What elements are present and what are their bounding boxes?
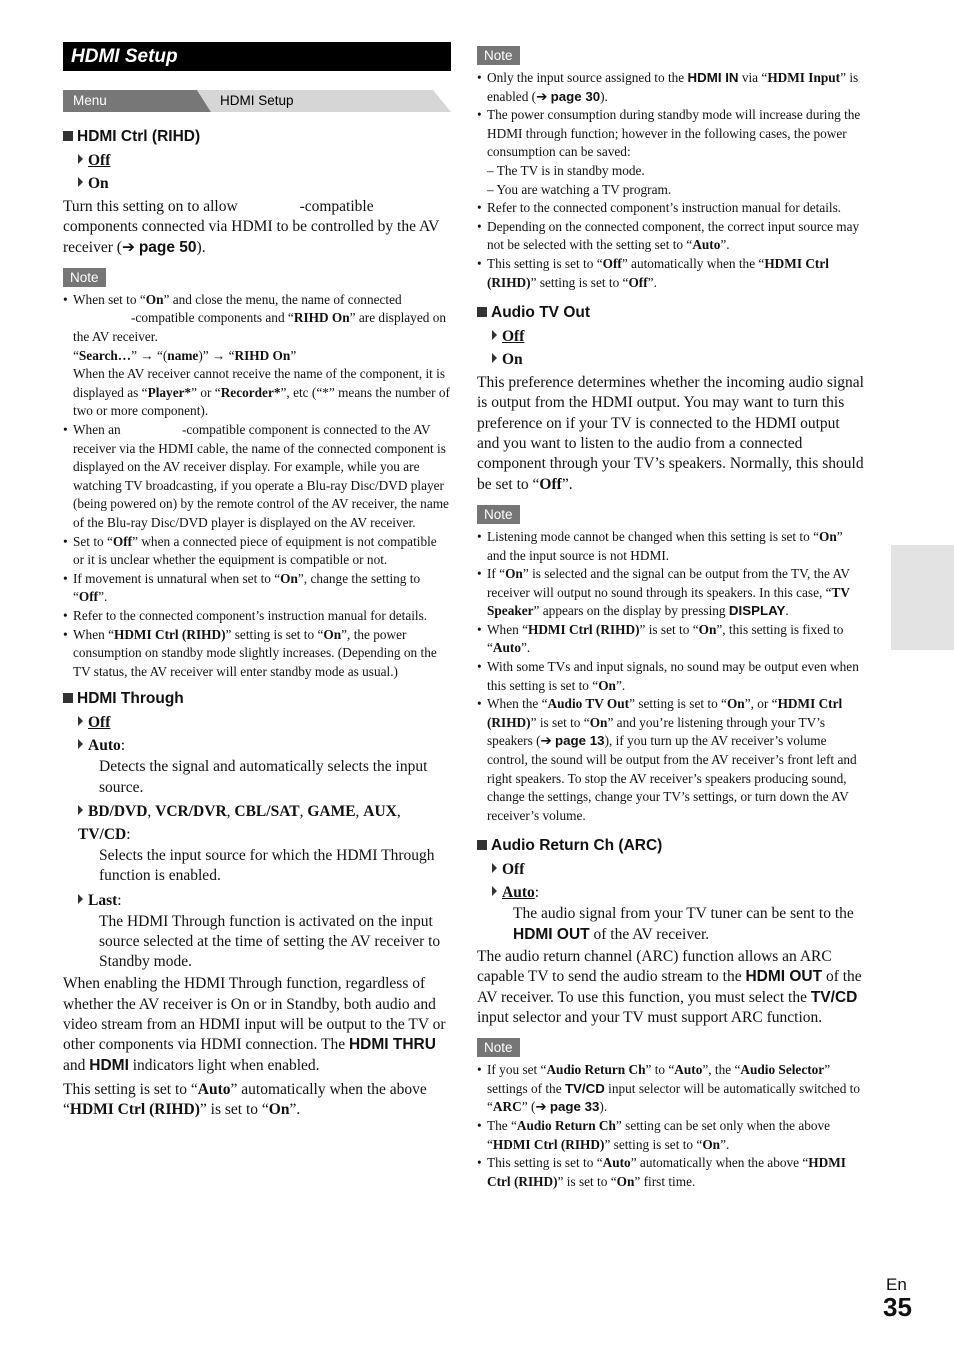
- list-item: • This setting is set to “Auto” automatically when the above “HDMI Ctrl (RIHD)” is set to “On” first time.: [477, 1154, 865, 1191]
- square-bullet-icon: [477, 307, 487, 317]
- list-item: • If movement is unnatural when set to “On”, change the setting to “Off”.: [63, 570, 451, 607]
- arc-paragraph: The audio return channel (ARC) function allows an ARC capable TV to send the audio stream to the HDMI OUT of the AV receiver. To use this function, you must select the TV/CD input selector and your TV must support ARC function.: [477, 948, 862, 1026]
- list-item: • If “On” is selected and the signal can be output from the TV, the AV receiver will output no sound through its speakers. In this case, “TV Speaker” appears on the display by pressing DISPLAY.: [477, 565, 865, 621]
- right-column: [477, 40, 865, 1191]
- option-on: On: [492, 348, 865, 371]
- option-inputs-description: Selects the input source for which the HDMI Through function is enabled.: [99, 846, 435, 885]
- option-off: Off: [492, 325, 865, 348]
- note-label: Note: [477, 1038, 520, 1057]
- section-title: HDMI Setup: [63, 42, 451, 71]
- triangle-bullet-icon: [78, 177, 83, 187]
- list-item: • When set to “On” and close the menu, the name of connected -compatible components and “RIHD On” are displayed on the AV receiver. “Search…” → “(name)” → “RIHD On” When the AV receiver cannot receive the name of the component, it is displayed as “Player*” or “Recorder*”, etc (“*” means the number of two or more component).: [63, 291, 451, 421]
- arrow-icon: ➔: [121, 238, 135, 256]
- heading-audio-tv-out: Audio TV Out: [477, 303, 865, 323]
- list-item: • When an -compatible component is connected to the AV receiver via the HDMI cable, the name of the connected component is displayed on the AV receiver display. For example, while you are watching TV broadcasting, if you operate a Blu-ray Disc/DVD player (being powered on) by the remote control of the AV receiver, the name of the Blu-ray Disc/DVD player is displayed on the AV receiver.: [63, 421, 451, 533]
- triangle-bullet-icon: [78, 894, 83, 904]
- square-bullet-icon: [63, 693, 73, 703]
- audio-tv-out-description: This preference determines whether the incoming audio signal is output from the HDMI output. You may want to turn this preference on if your TV is connected to the HDMI output and you want to listen to the audio from a connected component through your TV’s speakers. Normally, this should be set to “Off”.: [477, 374, 864, 493]
- option-inputs: BD/DVD, VCR/DVR, CBL/SAT, GAME, AUX, TV/CD:: [78, 802, 401, 843]
- list-item: • This setting is set to “Off” automatically when the “HDMI Ctrl (RIHD)” setting is set to “Off”.: [477, 255, 865, 292]
- note-label: Note: [477, 46, 520, 65]
- hdmi-ctrl-notes: [63, 291, 451, 681]
- square-bullet-icon: [477, 840, 487, 850]
- option-off: Off: [78, 149, 451, 172]
- triangle-bullet-icon: [492, 330, 497, 340]
- option-on: On: [78, 172, 451, 195]
- heading-hdmi-ctrl: HDMI Ctrl (RIHD): [63, 127, 451, 147]
- square-bullet-icon: [63, 131, 73, 141]
- page-language: En: [886, 1275, 907, 1294]
- option-auto-description: Detects the signal and automatically selects the input source.: [99, 758, 428, 796]
- hdmi-through-paragraph: When enabling the HDMI Through function, regardless of whether the AV receiver is On or in Standby, both audio and video stream from an HDMI input will be output to the TV or other components via HDMI connection. The HDMI THRU and HDMI indicators light when enabled.: [63, 975, 446, 1074]
- menu-label: Menu: [73, 93, 107, 108]
- option-auto: Auto:: [78, 734, 451, 757]
- hdmi-ctrl-description: Turn this setting on to allow -compatible components connected via HDMI to be controlled by the AV receiver (➔ page 50).: [63, 198, 440, 256]
- list-item: • Refer to the connected component’s instruction manual for details.: [63, 607, 451, 626]
- option-last-description: The HDMI Through function is activated on the input source selected at the time of setting the AV receiver to Standby mode.: [99, 912, 441, 971]
- list-item: • Listening mode cannot be changed when this setting is set to “On” and the input source is not HDMI.: [477, 528, 865, 565]
- hdmi-through-auto-paragraph: This setting is set to “Auto” automatically when the above “HDMI Ctrl (RIHD)” is set to “On”.: [63, 1080, 427, 1119]
- arrow-icon: ➔: [540, 733, 552, 749]
- audio-tv-out-notes: [477, 528, 865, 826]
- list-item: • When “HDMI Ctrl (RIHD)” setting is set to “On”, the power consumption on standby mode slightly increases. (Depending on the TV status, the AV receiver will enter standby mode as usual.): [63, 626, 451, 682]
- arrow-icon: ➔: [536, 88, 548, 104]
- menu-breadcrumb: [63, 90, 451, 112]
- triangle-bullet-icon: [78, 805, 83, 815]
- triangle-bullet-icon: [78, 739, 83, 749]
- list-item: • When “HDMI Ctrl (RIHD)” is set to “On”, this setting is fixed to “Auto”.: [477, 621, 865, 658]
- list-item: • Depending on the connected component, the correct input source may not be selected with the setting set to “Auto”.: [477, 218, 865, 255]
- option-off: Off: [78, 711, 451, 734]
- list-item: • With some TVs and input signals, no sound may be output even when this setting is set to “On”.: [477, 658, 865, 695]
- list-item: • The power consumption during standby mode will increase during the HDMI through function; however in the following cases, the power consumption can be saved: – The TV is in standby mode. – You are watching a TV program.: [477, 106, 865, 199]
- list-item: • The “Audio Return Ch” setting can be set only when the above “HDMI Ctrl (RIHD)” setting is set to “On”.: [477, 1117, 865, 1154]
- list-item: • If you set “Audio Return Ch” to “Auto”, the “Audio Selector” settings of the TV/CD input selector will be automatically switched to “ARC” (➔ page 33).: [477, 1061, 865, 1117]
- list-item: • Only the input source assigned to the HDMI IN via “HDMI Input” is enabled (➔ page 30).: [477, 69, 865, 106]
- left-column: [63, 42, 451, 1125]
- note-label: Note: [477, 505, 520, 524]
- heading-hdmi-through: HDMI Through: [63, 689, 451, 709]
- triangle-bullet-icon: [492, 353, 497, 363]
- option-auto: Auto:: [492, 881, 865, 904]
- triangle-bullet-icon: [492, 863, 497, 873]
- heading-audio-return-ch: Audio Return Ch (ARC): [477, 836, 865, 856]
- menu-item-label: HDMI Setup: [220, 93, 294, 108]
- triangle-bullet-icon: [78, 154, 83, 164]
- page-number: 35: [883, 1292, 912, 1322]
- arc-notes: [477, 1061, 865, 1191]
- triangle-bullet-icon: [78, 716, 83, 726]
- chapter-tab: [891, 545, 954, 650]
- option-off: Off: [492, 858, 865, 881]
- arrow-icon: ➔: [535, 1099, 547, 1115]
- option-last: Last:: [78, 889, 451, 912]
- list-item: • When the “Audio TV Out” setting is set to “On”, or “HDMI Ctrl (RIHD)” is set to “On” and you’re listening through your TV’s speakers (➔ page 13), if you turn up the AV receiver’s volume control, the sound will be output from the AV receiver’s front left and right speakers. To stop the AV receiver’s speakers producing sound, change the settings, change your TV’s settings, or turn down the AV receiver’s volume.: [477, 695, 865, 825]
- triangle-bullet-icon: [492, 886, 497, 896]
- note-label: Note: [63, 268, 106, 287]
- list-item: • Set to “Off” when a connected piece of equipment is not compatible or it is unclear whether the equipment is compatible or not.: [63, 533, 451, 570]
- list-item: • Refer to the connected component’s instruction manual for details.: [477, 199, 865, 218]
- hdmi-through-notes: [477, 69, 865, 292]
- option-auto-description: The audio signal from your TV tuner can be sent to the HDMI OUT of the AV receiver.: [513, 905, 854, 943]
